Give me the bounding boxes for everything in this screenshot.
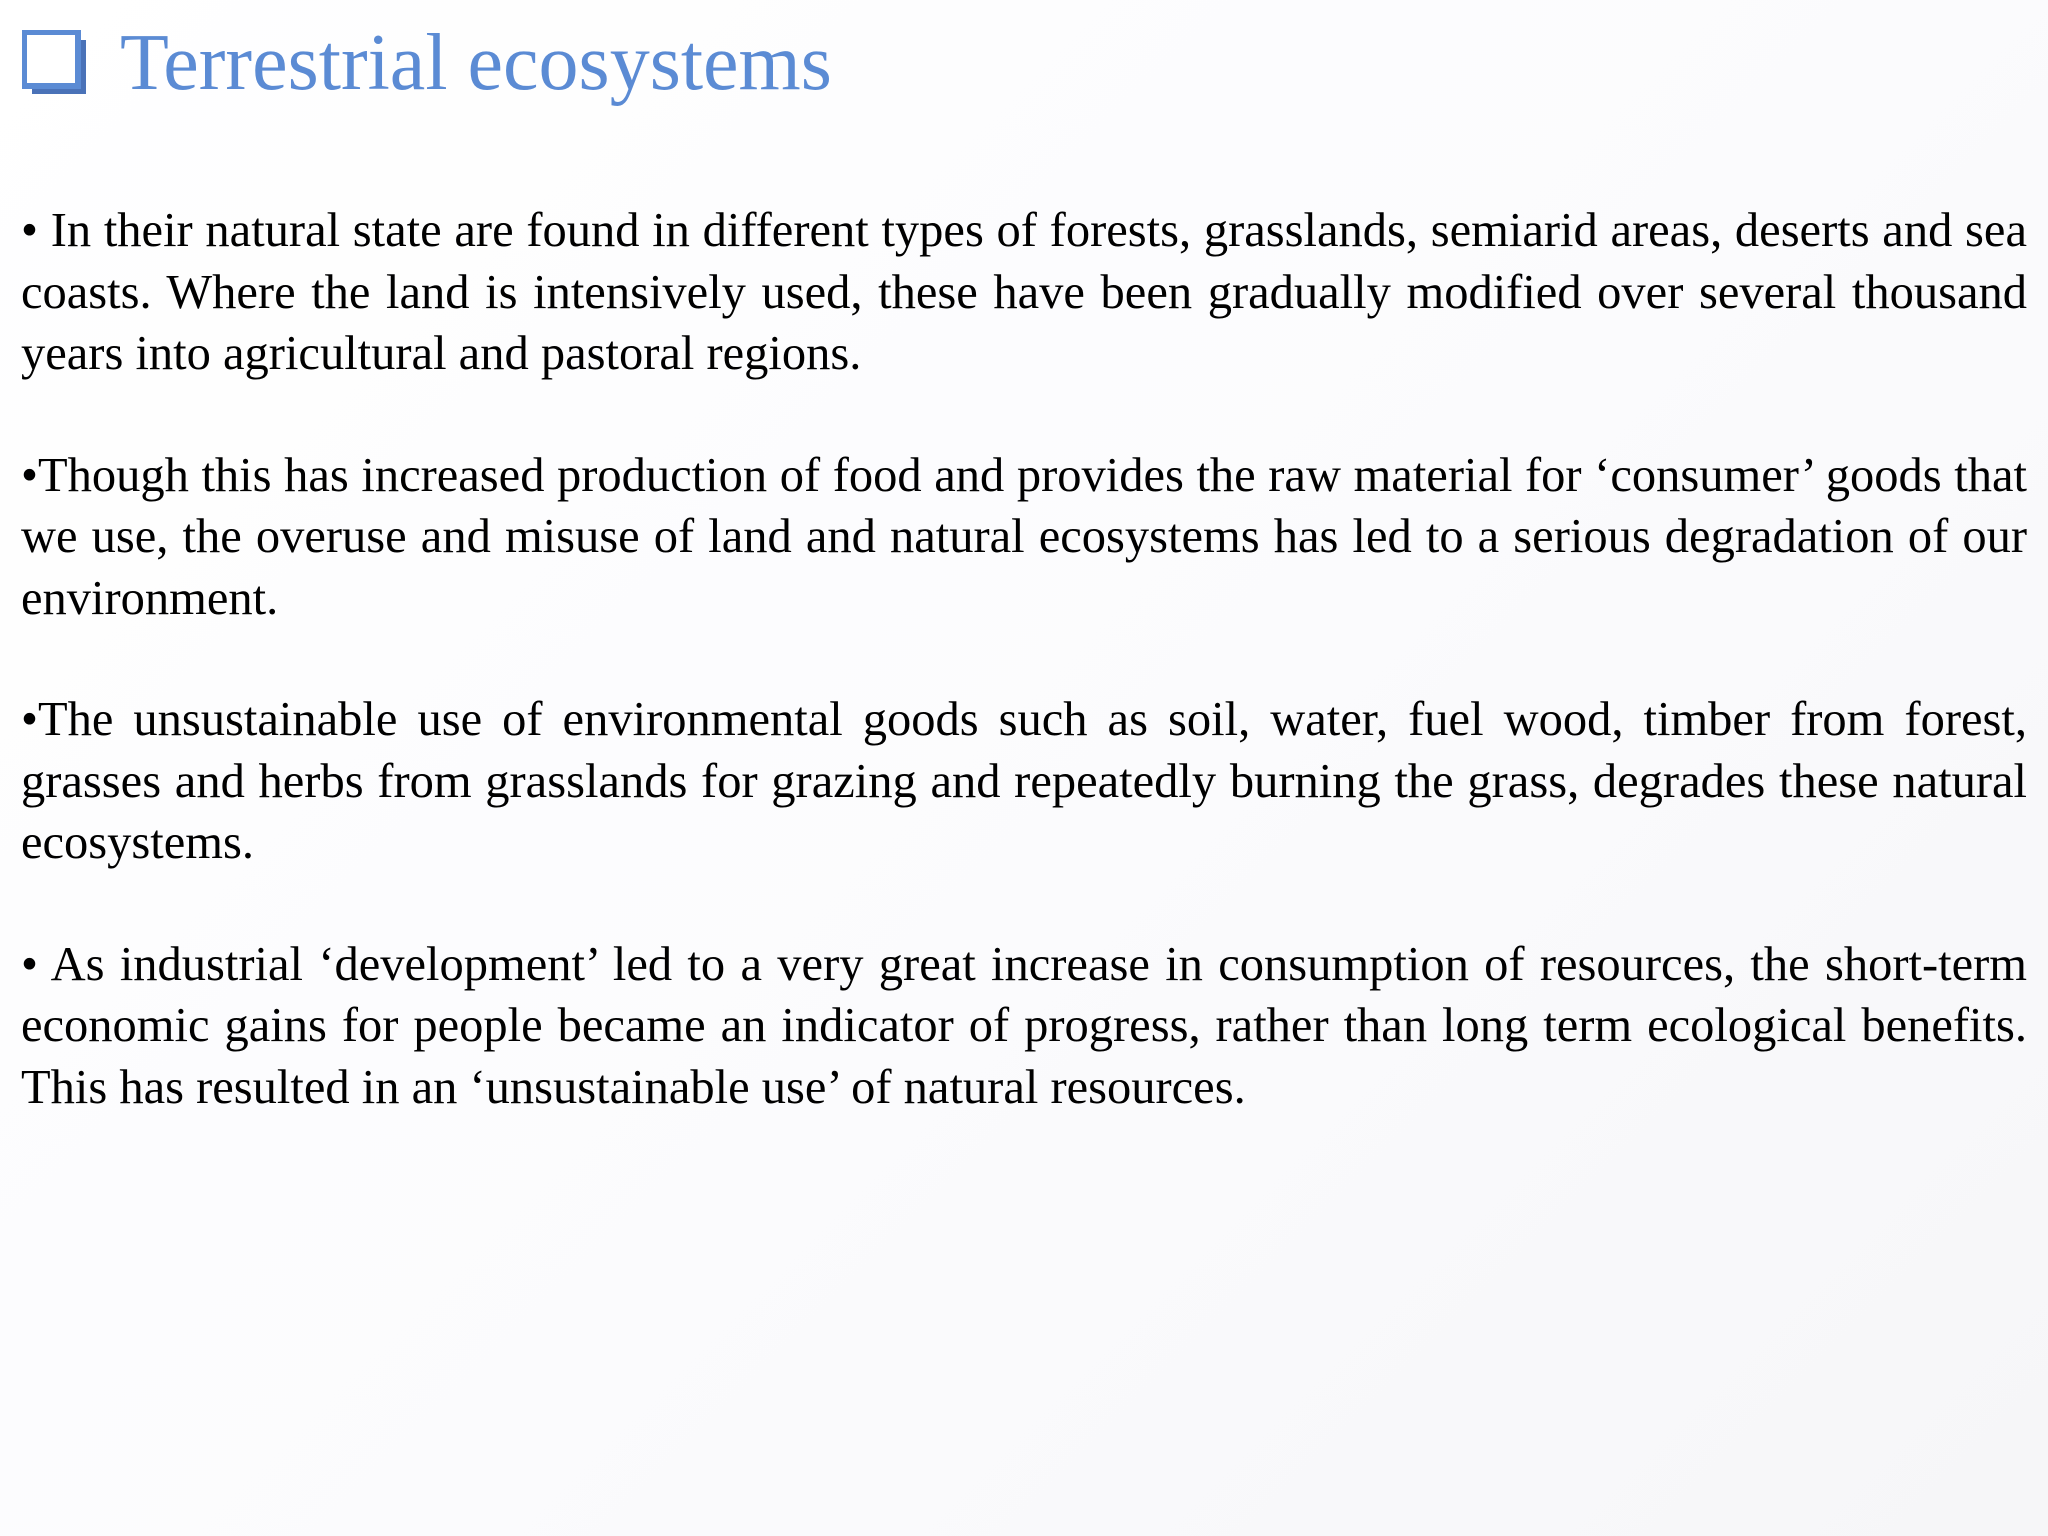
bullet-marker: •	[21, 204, 51, 257]
bullet-text: The unsustainable use of environmental goods such as soil, water, fuel wood, timber from forest, grasses and herbs from grasslands for grazing and repeatedly burning the grass, degrades these natural ecosystems.	[21, 693, 2027, 869]
bullet-text: In their natural state are found in different types of forests, grasslands, semiarid areas, deserts and sea coasts. Where the land is intensively used, these have been gradually modified over several thousand years into agricultural and pastoral regions.	[21, 204, 2027, 380]
title-row	[22, 18, 832, 108]
bullet-paragraph-1	[21, 200, 2027, 385]
bullet-paragraph-2	[21, 445, 2027, 630]
page-title: Terrestrial ecosystems	[120, 19, 832, 107]
bullet-marker: •	[21, 448, 38, 502]
bullet-paragraph-3	[21, 689, 2027, 874]
bullet-marker: •	[21, 937, 51, 991]
bullet-paragraph-4	[21, 934, 2027, 1119]
bullet-text: As industrial ‘development’ led to a very great increase in consumption of resources, the short-term economic gains for people became an indicator of progress, rather than long term ecological benefits. This has resulted in an ‘unsustainable use’ of natural resources.	[21, 937, 2027, 1114]
checkbox-square-icon	[22, 30, 88, 96]
bullet-marker: •	[21, 693, 38, 746]
bullet-list	[21, 200, 2027, 1178]
bullet-text: Though this has increased production of food and provides the raw material for ‘consumer’ goods that we use, the overuse and misuse of land and natural ecosystems has led to a serious degradation of our environment.	[21, 448, 2027, 625]
